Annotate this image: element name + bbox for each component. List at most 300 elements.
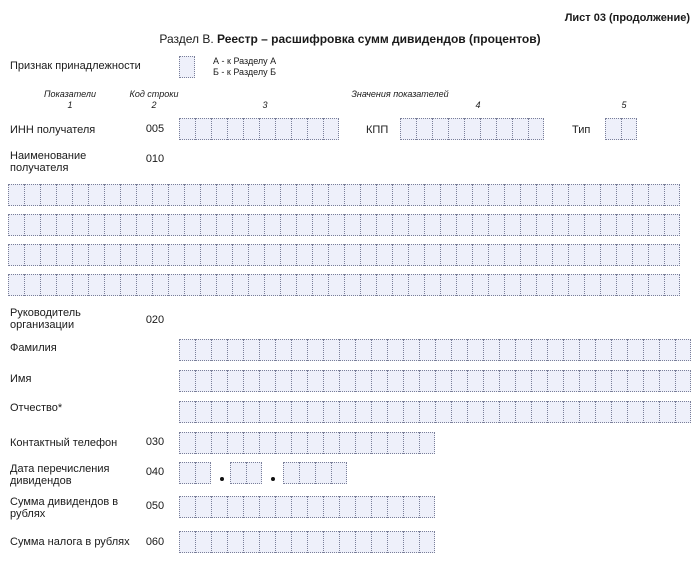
char-cell[interactable] bbox=[179, 56, 195, 78]
char-cell[interactable] bbox=[595, 370, 611, 392]
char-cell[interactable] bbox=[275, 401, 291, 423]
char-cell[interactable] bbox=[584, 244, 600, 266]
char-cell[interactable] bbox=[371, 496, 387, 518]
type-field[interactable] bbox=[605, 118, 637, 140]
char-cell[interactable] bbox=[600, 214, 616, 236]
char-cell[interactable] bbox=[120, 274, 136, 296]
char-cell[interactable] bbox=[344, 184, 360, 206]
char-cell[interactable] bbox=[211, 432, 227, 454]
char-cell[interactable] bbox=[344, 244, 360, 266]
char-cell[interactable] bbox=[403, 401, 419, 423]
char-cell[interactable] bbox=[467, 401, 483, 423]
char-cell[interactable] bbox=[451, 370, 467, 392]
char-cell[interactable] bbox=[136, 184, 152, 206]
char-cell[interactable] bbox=[600, 244, 616, 266]
char-cell[interactable] bbox=[664, 214, 680, 236]
char-cell[interactable] bbox=[195, 401, 211, 423]
char-cell[interactable] bbox=[472, 274, 488, 296]
char-cell[interactable] bbox=[371, 339, 387, 361]
char-cell[interactable] bbox=[419, 531, 435, 553]
char-cell[interactable] bbox=[195, 462, 211, 484]
char-cell[interactable] bbox=[568, 184, 584, 206]
char-cell[interactable] bbox=[659, 339, 675, 361]
char-cell[interactable] bbox=[547, 339, 563, 361]
char-cell[interactable] bbox=[616, 184, 632, 206]
char-cell[interactable] bbox=[216, 274, 232, 296]
char-cell[interactable] bbox=[152, 244, 168, 266]
char-cell[interactable] bbox=[259, 531, 275, 553]
char-cell[interactable] bbox=[227, 531, 243, 553]
char-cell[interactable] bbox=[536, 184, 552, 206]
char-cell[interactable] bbox=[472, 244, 488, 266]
char-cell[interactable] bbox=[648, 244, 664, 266]
char-cell[interactable] bbox=[584, 274, 600, 296]
char-cell[interactable] bbox=[632, 184, 648, 206]
char-cell[interactable] bbox=[264, 214, 280, 236]
char-cell[interactable] bbox=[56, 214, 72, 236]
char-cell[interactable] bbox=[40, 184, 56, 206]
char-cell[interactable] bbox=[408, 214, 424, 236]
dividends-field[interactable] bbox=[179, 496, 435, 518]
char-cell[interactable] bbox=[227, 370, 243, 392]
char-cell[interactable] bbox=[435, 339, 451, 361]
char-cell[interactable] bbox=[211, 401, 227, 423]
char-cell[interactable] bbox=[408, 244, 424, 266]
char-cell[interactable] bbox=[355, 432, 371, 454]
char-cell[interactable] bbox=[275, 370, 291, 392]
char-cell[interactable] bbox=[664, 184, 680, 206]
char-cell[interactable] bbox=[595, 401, 611, 423]
char-cell[interactable] bbox=[179, 370, 195, 392]
char-cell[interactable] bbox=[296, 184, 312, 206]
char-cell[interactable] bbox=[179, 496, 195, 518]
char-cell[interactable] bbox=[72, 244, 88, 266]
char-cell[interactable] bbox=[488, 184, 504, 206]
char-cell[interactable] bbox=[195, 370, 211, 392]
char-cell[interactable] bbox=[136, 274, 152, 296]
char-cell[interactable] bbox=[280, 244, 296, 266]
char-cell[interactable] bbox=[88, 214, 104, 236]
char-cell[interactable] bbox=[376, 274, 392, 296]
char-cell[interactable] bbox=[227, 339, 243, 361]
char-cell[interactable] bbox=[419, 401, 435, 423]
kpp-field[interactable] bbox=[400, 118, 544, 140]
char-cell[interactable] bbox=[392, 274, 408, 296]
char-cell[interactable] bbox=[360, 274, 376, 296]
char-cell[interactable] bbox=[339, 496, 355, 518]
char-cell[interactable] bbox=[451, 339, 467, 361]
char-cell[interactable] bbox=[488, 244, 504, 266]
char-cell[interactable] bbox=[496, 118, 512, 140]
char-cell[interactable] bbox=[291, 401, 307, 423]
char-cell[interactable] bbox=[283, 462, 299, 484]
char-cell[interactable] bbox=[195, 118, 211, 140]
char-cell[interactable] bbox=[195, 496, 211, 518]
char-cell[interactable] bbox=[232, 244, 248, 266]
char-cell[interactable] bbox=[291, 531, 307, 553]
char-cell[interactable] bbox=[632, 244, 648, 266]
char-cell[interactable] bbox=[520, 184, 536, 206]
char-cell[interactable] bbox=[232, 274, 248, 296]
char-cell[interactable] bbox=[424, 184, 440, 206]
char-cell[interactable] bbox=[664, 274, 680, 296]
char-cell[interactable] bbox=[331, 462, 347, 484]
char-cell[interactable] bbox=[419, 339, 435, 361]
char-cell[interactable] bbox=[259, 401, 275, 423]
char-cell[interactable] bbox=[579, 370, 595, 392]
char-cell[interactable] bbox=[504, 274, 520, 296]
char-cell[interactable] bbox=[483, 370, 499, 392]
char-cell[interactable] bbox=[515, 370, 531, 392]
char-cell[interactable] bbox=[627, 370, 643, 392]
char-cell[interactable] bbox=[307, 496, 323, 518]
char-cell[interactable] bbox=[456, 184, 472, 206]
char-cell[interactable] bbox=[152, 214, 168, 236]
char-cell[interactable] bbox=[307, 401, 323, 423]
char-cell[interactable] bbox=[568, 274, 584, 296]
char-cell[interactable] bbox=[552, 184, 568, 206]
char-cell[interactable] bbox=[467, 339, 483, 361]
char-cell[interactable] bbox=[339, 339, 355, 361]
char-cell[interactable] bbox=[243, 370, 259, 392]
char-cell[interactable] bbox=[307, 432, 323, 454]
char-cell[interactable] bbox=[179, 531, 195, 553]
char-cell[interactable] bbox=[456, 214, 472, 236]
char-cell[interactable] bbox=[291, 432, 307, 454]
char-cell[interactable] bbox=[307, 531, 323, 553]
char-cell[interactable] bbox=[24, 274, 40, 296]
char-cell[interactable] bbox=[291, 370, 307, 392]
surname-field[interactable] bbox=[179, 339, 691, 361]
transfer-date-year[interactable] bbox=[283, 462, 347, 484]
char-cell[interactable] bbox=[195, 432, 211, 454]
char-cell[interactable] bbox=[616, 244, 632, 266]
char-cell[interactable] bbox=[323, 401, 339, 423]
char-cell[interactable] bbox=[152, 274, 168, 296]
char-cell[interactable] bbox=[435, 401, 451, 423]
char-cell[interactable] bbox=[104, 214, 120, 236]
char-cell[interactable] bbox=[179, 118, 195, 140]
char-cell[interactable] bbox=[136, 244, 152, 266]
char-cell[interactable] bbox=[307, 339, 323, 361]
char-cell[interactable] bbox=[296, 274, 312, 296]
char-cell[interactable] bbox=[280, 214, 296, 236]
char-cell[interactable] bbox=[520, 274, 536, 296]
char-cell[interactable] bbox=[675, 339, 691, 361]
char-cell[interactable] bbox=[246, 462, 262, 484]
char-cell[interactable] bbox=[312, 244, 328, 266]
char-cell[interactable] bbox=[392, 244, 408, 266]
char-cell[interactable] bbox=[355, 370, 371, 392]
char-cell[interactable] bbox=[307, 370, 323, 392]
char-cell[interactable] bbox=[24, 184, 40, 206]
char-cell[interactable] bbox=[387, 432, 403, 454]
char-cell[interactable] bbox=[136, 214, 152, 236]
char-cell[interactable] bbox=[227, 401, 243, 423]
char-cell[interactable] bbox=[515, 401, 531, 423]
char-cell[interactable] bbox=[104, 274, 120, 296]
char-cell[interactable] bbox=[424, 214, 440, 236]
char-cell[interactable] bbox=[648, 184, 664, 206]
char-cell[interactable] bbox=[216, 244, 232, 266]
char-cell[interactable] bbox=[627, 339, 643, 361]
char-cell[interactable] bbox=[323, 432, 339, 454]
char-cell[interactable] bbox=[24, 214, 40, 236]
char-cell[interactable] bbox=[552, 214, 568, 236]
char-cell[interactable] bbox=[339, 531, 355, 553]
char-cell[interactable] bbox=[675, 401, 691, 423]
name-field-line-1[interactable] bbox=[8, 184, 680, 206]
char-cell[interactable] bbox=[403, 370, 419, 392]
char-cell[interactable] bbox=[643, 339, 659, 361]
char-cell[interactable] bbox=[243, 339, 259, 361]
char-cell[interactable] bbox=[232, 214, 248, 236]
char-cell[interactable] bbox=[611, 401, 627, 423]
char-cell[interactable] bbox=[216, 184, 232, 206]
first-name-field[interactable] bbox=[179, 370, 691, 392]
name-field-line-3[interactable] bbox=[8, 244, 680, 266]
char-cell[interactable] bbox=[328, 244, 344, 266]
char-cell[interactable] bbox=[248, 184, 264, 206]
char-cell[interactable] bbox=[8, 244, 24, 266]
char-cell[interactable] bbox=[504, 214, 520, 236]
char-cell[interactable] bbox=[248, 214, 264, 236]
char-cell[interactable] bbox=[664, 244, 680, 266]
char-cell[interactable] bbox=[387, 339, 403, 361]
char-cell[interactable] bbox=[355, 496, 371, 518]
char-cell[interactable] bbox=[264, 184, 280, 206]
affiliation-field[interactable] bbox=[179, 56, 195, 78]
char-cell[interactable] bbox=[227, 496, 243, 518]
char-cell[interactable] bbox=[499, 370, 515, 392]
char-cell[interactable] bbox=[499, 401, 515, 423]
char-cell[interactable] bbox=[360, 214, 376, 236]
char-cell[interactable] bbox=[632, 214, 648, 236]
char-cell[interactable] bbox=[600, 274, 616, 296]
char-cell[interactable] bbox=[376, 184, 392, 206]
char-cell[interactable] bbox=[371, 401, 387, 423]
char-cell[interactable] bbox=[648, 274, 664, 296]
name-field-line-4[interactable] bbox=[8, 274, 680, 296]
char-cell[interactable] bbox=[416, 118, 432, 140]
char-cell[interactable] bbox=[643, 401, 659, 423]
char-cell[interactable] bbox=[552, 274, 568, 296]
char-cell[interactable] bbox=[72, 184, 88, 206]
char-cell[interactable] bbox=[328, 184, 344, 206]
char-cell[interactable] bbox=[600, 184, 616, 206]
char-cell[interactable] bbox=[328, 274, 344, 296]
char-cell[interactable] bbox=[120, 184, 136, 206]
char-cell[interactable] bbox=[243, 118, 259, 140]
char-cell[interactable] bbox=[179, 462, 195, 484]
char-cell[interactable] bbox=[179, 401, 195, 423]
char-cell[interactable] bbox=[211, 370, 227, 392]
char-cell[interactable] bbox=[611, 370, 627, 392]
char-cell[interactable] bbox=[312, 274, 328, 296]
char-cell[interactable] bbox=[451, 401, 467, 423]
char-cell[interactable] bbox=[259, 496, 275, 518]
char-cell[interactable] bbox=[24, 244, 40, 266]
char-cell[interactable] bbox=[291, 118, 307, 140]
name-field-line-2[interactable] bbox=[8, 214, 680, 236]
char-cell[interactable] bbox=[675, 370, 691, 392]
char-cell[interactable] bbox=[248, 244, 264, 266]
char-cell[interactable] bbox=[56, 274, 72, 296]
patronymic-field[interactable] bbox=[179, 401, 691, 423]
char-cell[interactable] bbox=[419, 432, 435, 454]
char-cell[interactable] bbox=[230, 462, 246, 484]
char-cell[interactable] bbox=[488, 274, 504, 296]
char-cell[interactable] bbox=[403, 531, 419, 553]
char-cell[interactable] bbox=[659, 401, 675, 423]
phone-field[interactable] bbox=[179, 432, 435, 454]
char-cell[interactable] bbox=[515, 339, 531, 361]
char-cell[interactable] bbox=[419, 370, 435, 392]
transfer-date-day[interactable] bbox=[179, 462, 211, 484]
char-cell[interactable] bbox=[448, 118, 464, 140]
char-cell[interactable] bbox=[168, 244, 184, 266]
char-cell[interactable] bbox=[616, 214, 632, 236]
char-cell[interactable] bbox=[211, 531, 227, 553]
char-cell[interactable] bbox=[179, 339, 195, 361]
char-cell[interactable] bbox=[315, 462, 331, 484]
char-cell[interactable] bbox=[323, 531, 339, 553]
char-cell[interactable] bbox=[408, 274, 424, 296]
inn-field[interactable] bbox=[179, 118, 339, 140]
tax-field[interactable] bbox=[179, 531, 435, 553]
char-cell[interactable] bbox=[371, 370, 387, 392]
char-cell[interactable] bbox=[312, 214, 328, 236]
char-cell[interactable] bbox=[291, 496, 307, 518]
char-cell[interactable] bbox=[579, 401, 595, 423]
char-cell[interactable] bbox=[243, 401, 259, 423]
char-cell[interactable] bbox=[328, 214, 344, 236]
char-cell[interactable] bbox=[179, 432, 195, 454]
char-cell[interactable] bbox=[104, 184, 120, 206]
char-cell[interactable] bbox=[184, 184, 200, 206]
char-cell[interactable] bbox=[531, 370, 547, 392]
char-cell[interactable] bbox=[520, 244, 536, 266]
char-cell[interactable] bbox=[200, 214, 216, 236]
char-cell[interactable] bbox=[387, 531, 403, 553]
char-cell[interactable] bbox=[400, 118, 416, 140]
char-cell[interactable] bbox=[531, 401, 547, 423]
char-cell[interactable] bbox=[621, 118, 637, 140]
char-cell[interactable] bbox=[432, 118, 448, 140]
char-cell[interactable] bbox=[211, 118, 227, 140]
char-cell[interactable] bbox=[360, 184, 376, 206]
char-cell[interactable] bbox=[344, 274, 360, 296]
char-cell[interactable] bbox=[259, 339, 275, 361]
char-cell[interactable] bbox=[403, 339, 419, 361]
char-cell[interactable] bbox=[56, 244, 72, 266]
char-cell[interactable] bbox=[216, 214, 232, 236]
char-cell[interactable] bbox=[344, 214, 360, 236]
char-cell[interactable] bbox=[392, 184, 408, 206]
char-cell[interactable] bbox=[528, 118, 544, 140]
char-cell[interactable] bbox=[152, 184, 168, 206]
char-cell[interactable] bbox=[248, 274, 264, 296]
char-cell[interactable] bbox=[355, 401, 371, 423]
char-cell[interactable] bbox=[643, 370, 659, 392]
char-cell[interactable] bbox=[584, 184, 600, 206]
char-cell[interactable] bbox=[275, 432, 291, 454]
char-cell[interactable] bbox=[371, 531, 387, 553]
char-cell[interactable] bbox=[275, 339, 291, 361]
char-cell[interactable] bbox=[355, 339, 371, 361]
char-cell[interactable] bbox=[211, 496, 227, 518]
char-cell[interactable] bbox=[472, 214, 488, 236]
char-cell[interactable] bbox=[536, 274, 552, 296]
char-cell[interactable] bbox=[275, 118, 291, 140]
char-cell[interactable] bbox=[547, 370, 563, 392]
char-cell[interactable] bbox=[472, 184, 488, 206]
char-cell[interactable] bbox=[339, 370, 355, 392]
char-cell[interactable] bbox=[387, 370, 403, 392]
char-cell[interactable] bbox=[536, 244, 552, 266]
char-cell[interactable] bbox=[280, 184, 296, 206]
char-cell[interactable] bbox=[435, 370, 451, 392]
char-cell[interactable] bbox=[563, 401, 579, 423]
char-cell[interactable] bbox=[259, 432, 275, 454]
char-cell[interactable] bbox=[440, 214, 456, 236]
char-cell[interactable] bbox=[184, 244, 200, 266]
char-cell[interactable] bbox=[211, 339, 227, 361]
char-cell[interactable] bbox=[659, 370, 675, 392]
char-cell[interactable] bbox=[8, 214, 24, 236]
char-cell[interactable] bbox=[627, 401, 643, 423]
char-cell[interactable] bbox=[403, 432, 419, 454]
char-cell[interactable] bbox=[480, 118, 496, 140]
char-cell[interactable] bbox=[355, 531, 371, 553]
char-cell[interactable] bbox=[611, 339, 627, 361]
char-cell[interactable] bbox=[648, 214, 664, 236]
char-cell[interactable] bbox=[595, 339, 611, 361]
char-cell[interactable] bbox=[376, 214, 392, 236]
char-cell[interactable] bbox=[563, 370, 579, 392]
char-cell[interactable] bbox=[520, 214, 536, 236]
char-cell[interactable] bbox=[275, 496, 291, 518]
char-cell[interactable] bbox=[488, 214, 504, 236]
char-cell[interactable] bbox=[584, 214, 600, 236]
char-cell[interactable] bbox=[464, 118, 480, 140]
char-cell[interactable] bbox=[56, 184, 72, 206]
char-cell[interactable] bbox=[547, 401, 563, 423]
char-cell[interactable] bbox=[88, 244, 104, 266]
char-cell[interactable] bbox=[195, 531, 211, 553]
transfer-date-month[interactable] bbox=[230, 462, 262, 484]
char-cell[interactable] bbox=[568, 244, 584, 266]
char-cell[interactable] bbox=[264, 274, 280, 296]
char-cell[interactable] bbox=[200, 274, 216, 296]
char-cell[interactable] bbox=[467, 370, 483, 392]
char-cell[interactable] bbox=[387, 401, 403, 423]
char-cell[interactable] bbox=[168, 274, 184, 296]
char-cell[interactable] bbox=[296, 214, 312, 236]
char-cell[interactable] bbox=[291, 339, 307, 361]
char-cell[interactable] bbox=[243, 531, 259, 553]
char-cell[interactable] bbox=[504, 244, 520, 266]
char-cell[interactable] bbox=[440, 244, 456, 266]
char-cell[interactable] bbox=[120, 244, 136, 266]
char-cell[interactable] bbox=[440, 274, 456, 296]
char-cell[interactable] bbox=[299, 462, 315, 484]
char-cell[interactable] bbox=[339, 401, 355, 423]
char-cell[interactable] bbox=[88, 274, 104, 296]
char-cell[interactable] bbox=[419, 496, 435, 518]
char-cell[interactable] bbox=[483, 401, 499, 423]
char-cell[interactable] bbox=[376, 244, 392, 266]
